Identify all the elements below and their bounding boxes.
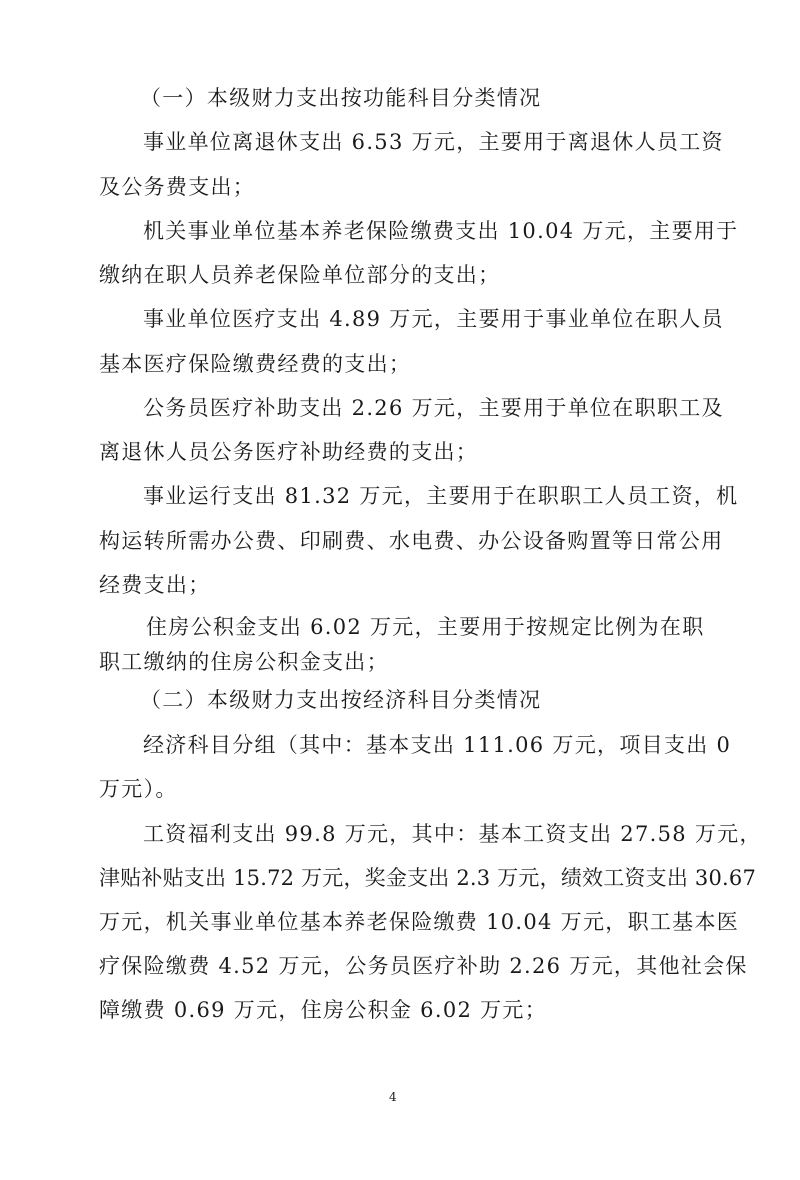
paragraph-line: 离退休人员公务医疗补助经费的支出； [99,440,479,464]
paragraph-line: 万元，机关事业单位基本养老保险缴费 10.04 万元，职工基本医 [99,910,740,934]
paragraph-line: 住房公积金支出 6.02 万元，主要用于按规定比例为在职 [146,615,705,639]
paragraph-line: 工资福利支出 99.8 万元，其中：基本工资支出 27.58 万元， [143,822,762,846]
paragraph-line: 经济科目分组（其中：基本支出 111.06 万元，项目支出 0 [143,733,732,757]
paragraph-line: 职工缴纳的住房公积金支出； [99,650,389,674]
paragraph-line: 津贴补贴支出 15.72 万元，奖金支出 2.3 万元，绩效工资支出 30.67 [99,866,757,890]
paragraph-line: 事业运行支出 81.32 万元，主要用于在职职工人员工资，机 [143,484,739,508]
paragraph-line: 障缴费 0.69 万元，住房公积金 6.02 万元； [99,998,548,1022]
paragraph-line: 经费支出； [99,573,211,597]
paragraph-line: 万元）。 [99,777,178,801]
page-number: 4 [389,1090,397,1104]
paragraph-line: 事业单位离退休支出 6.53 万元，主要用于离退休人员工资 [143,130,724,154]
paragraph-line: 基本医疗保险缴费经费的支出； [99,352,412,376]
section-heading-economic: （二）本级财力支出按经济科目分类情况 [140,688,542,712]
paragraph-line: 疗保险缴费 4.52 万元，公务员医疗补助 2.26 万元，其他社会保 [99,954,748,978]
paragraph-line: 事业单位医疗支出 4.89 万元，主要用于事业单位在职人员 [143,307,724,331]
paragraph-line: 缴纳在职人员养老保险单位部分的支出； [99,263,501,287]
paragraph-line: 及公务费支出； [99,175,256,199]
section-heading-functional: （一）本级财力支出按功能科目分类情况 [140,86,542,110]
paragraph-line: 构运转所需办公费、印刷费、水电费、办公设备购置等日常公用 [99,529,724,553]
paragraph-line: 公务员医疗补助支出 2.26 万元，主要用于单位在职职工及 [143,396,724,420]
paragraph-line: 机关事业单位基本养老保险缴费支出 10.04 万元，主要用于 [143,219,739,243]
